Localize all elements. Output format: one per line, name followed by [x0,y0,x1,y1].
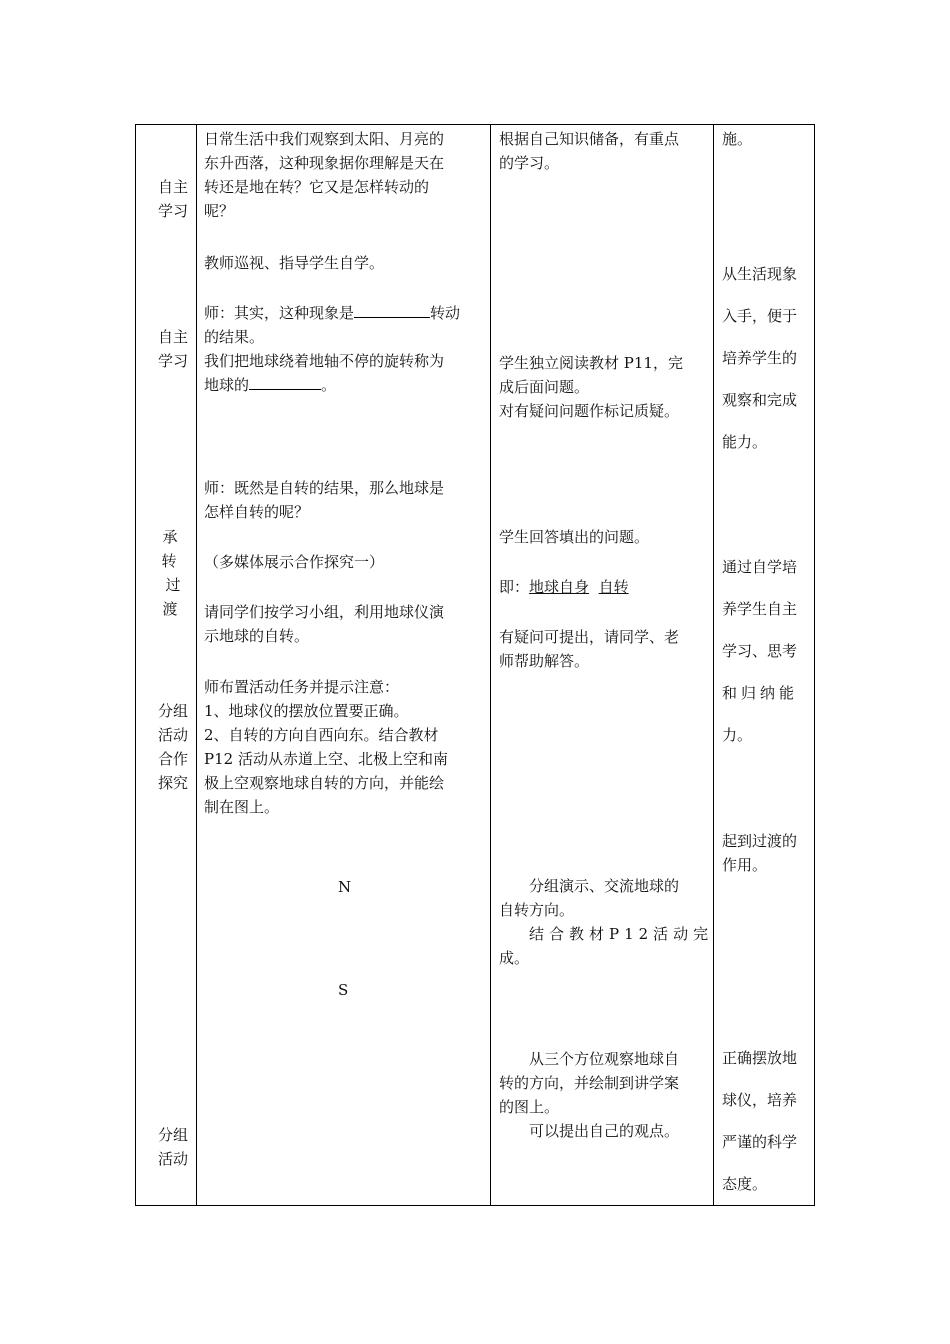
observe-directions: 从三个方位观察地球自 转的方向，并绘制到讲学案 的图上。 可以提出自己的观点。 [499,1050,680,1140]
teacher-guidance: 教师巡视、指导学生自学。 [204,254,385,272]
fill-blank [249,373,321,390]
group-demo: 分组演示、交流地球的 自转方向。 结合教材P12活动完 成。 [499,877,714,967]
student-questions: 有疑问可提出，请同学、老 师帮助解答。 [499,628,680,670]
group-instruction: 请同学们按学习小组，利用地球仪演 示地球的自转。 [204,603,445,645]
intent-self-study: 通过自学培 养学生自主 学习、思考 和归纳能 力。 [722,558,799,744]
student-answer-fill: 即：地球自身 自转 [499,578,629,596]
south-label: S [338,981,349,999]
intent-attitude: 正确摆放地 球仪，培养 严谨的科学 态度。 [722,1049,798,1193]
student-answer: 学生回答填出的问题。 [499,528,650,546]
teacher-intro-question: 日常生活中我们观察到太阳、月亮的 东升西落，这种现象据你理解是天在 转还是地在转？它又是怎样转动的 呢？ [204,130,445,220]
activity-tasks: 师布置活动任务并提示注意： 1、地球仪的摆放位置要正确。 2、自转的方向自西向东。结合教材 P12 活动从赤道上空、北极上空和南 极上空观察地球自转的方向，并能绘 制在图上。 [204,678,448,816]
student-reading: 学生独立阅读教材 P11，完 成后面问题。 对有疑问问题作标记质疑。 [499,354,683,420]
stage-label-group-inquiry: 分组 活动 合作 探究 [157,702,188,792]
stage-label-self-study: 自主 学习 [157,178,188,220]
column-divider [490,125,491,1205]
stage-label-transition: 承 转 过 渡 [161,528,181,618]
stage-label-group-activity: 分组 活动 [157,1126,188,1168]
north-label: N [338,878,352,896]
column-divider [196,125,197,1205]
multimedia-note: （多媒体展示合作探究一） [204,553,385,571]
fill-blank [354,301,430,318]
teacher-fill-in: 师：其实，这种现象是 转动 的结果。 我们把地球绕着地轴不停的旋转称为 地球的 。 [204,301,460,397]
column-divider [713,125,714,1205]
stage-label-self-study-2: 自主 学习 [157,328,188,370]
intent-cont: 施。 [722,130,753,148]
teacher-question: 师：既然是自转的结果，那么地球是 怎样自转的呢？ [204,479,445,521]
intent-observation: 从生活现象 入手，便于 培养学生的 观察和完成 能力。 [722,265,798,451]
student-prep: 根据自己知识储备，有重点 的学习。 [499,130,680,172]
lesson-plan-table [135,124,815,1206]
intent-transition: 起到过渡的 作用。 [722,832,798,874]
